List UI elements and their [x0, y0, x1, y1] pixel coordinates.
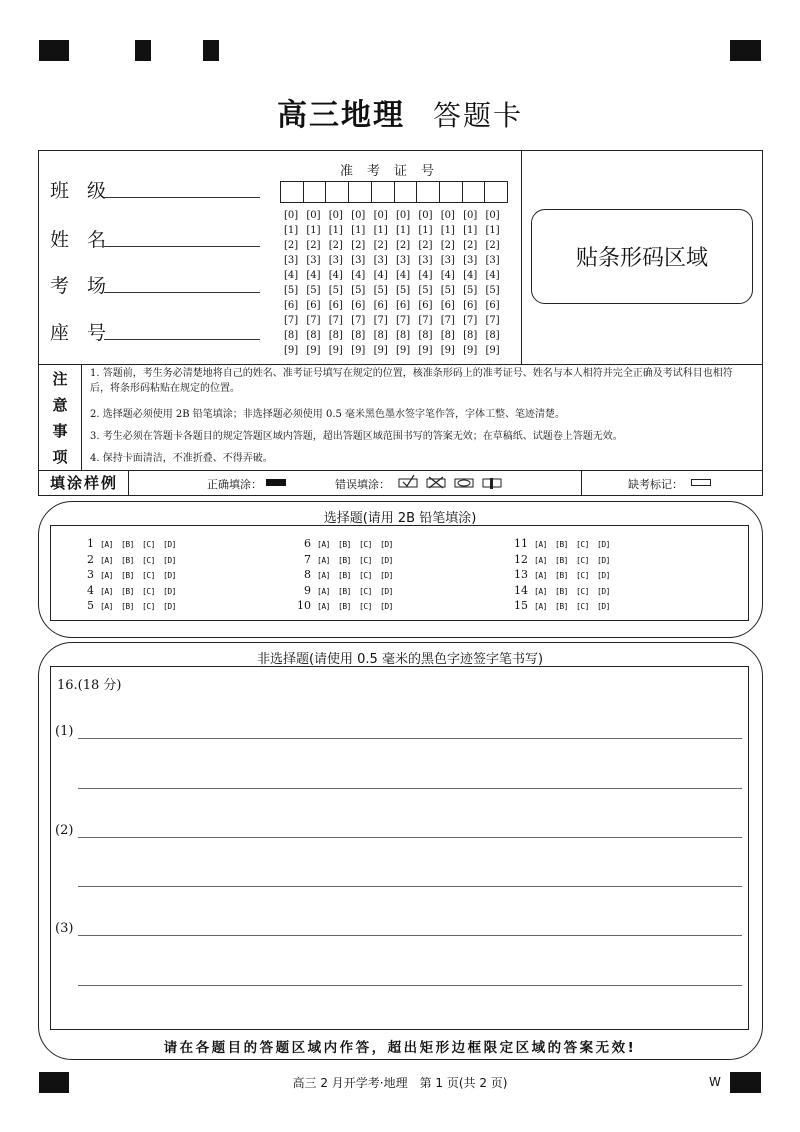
- digit-bubble[interactable]: [4]: [284, 270, 299, 281]
- question-number: 15: [514, 599, 528, 612]
- exam-number-cell[interactable]: [326, 182, 349, 202]
- digit-bubble[interactable]: [8]: [373, 330, 388, 341]
- question-4: [80, 583, 184, 598]
- info-label-0: 班级: [50, 180, 125, 202]
- question-number: 3: [87, 568, 94, 581]
- option-bubble[interactable]: [B]: [338, 586, 351, 596]
- footer-code: W: [709, 1075, 721, 1089]
- option-bubble[interactable]: [D]: [163, 571, 176, 580]
- digit-bubble[interactable]: [4]: [306, 270, 321, 281]
- digit-bubble[interactable]: [6]: [463, 300, 478, 311]
- digit-bubble[interactable]: [9]: [418, 345, 433, 356]
- answer-line-1a[interactable]: [78, 738, 742, 739]
- question-1: [80, 536, 184, 551]
- info-label-1: 姓名: [50, 229, 125, 251]
- option-bubble[interactable]: [D]: [597, 602, 610, 611]
- option-bubble[interactable]: [A]: [534, 586, 547, 596]
- digit-bubble[interactable]: [1]: [284, 225, 299, 236]
- circle-mark-icon: [458, 480, 470, 486]
- digit-bubble[interactable]: [3]: [328, 255, 343, 266]
- digit-bubble[interactable]: [7]: [284, 315, 299, 326]
- option-bubble[interactable]: [B]: [121, 540, 134, 549]
- option-bubble[interactable]: [C]: [359, 555, 372, 565]
- exam-number-cells[interactable]: [280, 181, 508, 203]
- option-bubble[interactable]: [A]: [317, 602, 330, 611]
- digit-bubble[interactable]: [0]: [306, 210, 321, 221]
- digit-bubble[interactable]: [8]: [395, 330, 411, 341]
- digit-bubble[interactable]: [3]: [440, 255, 455, 266]
- digit-bubble[interactable]: [6]: [485, 300, 500, 311]
- digit-bubble[interactable]: [5]: [440, 285, 455, 296]
- digit-bubble[interactable]: [0]: [328, 210, 343, 221]
- digit-bubble[interactable]: [4]: [463, 270, 478, 281]
- digit-bubble[interactable]: [1]: [485, 225, 500, 236]
- multiple-choice-title: 选择题(请用 2B 铅笔填涂): [323, 511, 477, 526]
- digit-bubble[interactable]: [3]: [395, 255, 411, 266]
- info-input-line-3[interactable]: [104, 339, 260, 340]
- digit-bubble[interactable]: [9]: [351, 345, 366, 356]
- answer-line-1b[interactable]: [78, 788, 742, 789]
- option-bubble[interactable]: [D]: [163, 586, 176, 596]
- check-mark-icon: [403, 475, 414, 486]
- option-bubble[interactable]: [D]: [597, 571, 610, 580]
- digit-bubble[interactable]: [7]: [328, 315, 343, 326]
- digit-bubble[interactable]: [6]: [395, 300, 411, 311]
- option-bubble[interactable]: [D]: [163, 540, 176, 549]
- option-bubble[interactable]: [D]: [163, 555, 176, 565]
- digit-row: [284, 223, 508, 238]
- digit-bubble[interactable]: [3]: [351, 255, 366, 266]
- option-bubble[interactable]: [C]: [142, 555, 155, 565]
- option-bubble[interactable]: [A]: [100, 571, 113, 580]
- part-3-label: (3): [55, 921, 74, 936]
- digit-bubble[interactable]: [2]: [395, 240, 411, 251]
- option-bubble[interactable]: [D]: [380, 540, 393, 549]
- digit-bubble[interactable]: [3]: [418, 255, 433, 266]
- question-number: 4: [87, 583, 94, 597]
- digit-bubble[interactable]: [7]: [351, 315, 366, 326]
- option-bubble[interactable]: [B]: [338, 555, 351, 565]
- question-10: [297, 598, 401, 613]
- digit-bubble[interactable]: [1]: [373, 225, 388, 236]
- notice-heading-char: 事: [52, 421, 68, 440]
- digit-bubble[interactable]: [1]: [328, 225, 343, 236]
- digit-bubble[interactable]: [4]: [351, 270, 366, 281]
- free-response-inner: [50, 666, 749, 1030]
- absent-mark-box[interactable]: [691, 479, 711, 486]
- digit-bubble[interactable]: [7]: [306, 315, 321, 326]
- free-response-title: 非选择题(请使用 0.5 毫米的黑色字迹签字笔书写): [256, 652, 544, 667]
- info-label-2: 考场: [50, 275, 125, 297]
- bar-mark-icon: [490, 478, 493, 489]
- digit-bubble[interactable]: [9]: [395, 345, 411, 356]
- digit-bubble[interactable]: [7]: [463, 315, 478, 326]
- question-13: [514, 567, 618, 582]
- digit-bubble[interactable]: [0]: [418, 210, 433, 221]
- notice-heading-char: 意: [52, 395, 68, 414]
- digit-bubble[interactable]: [5]: [306, 285, 321, 296]
- question-2: [80, 552, 184, 567]
- digit-bubble[interactable]: [0]: [373, 210, 388, 221]
- option-bubble[interactable]: [B]: [555, 586, 568, 596]
- option-bubble[interactable]: [A]: [100, 602, 113, 611]
- exam-number-cell[interactable]: [349, 182, 372, 202]
- correct-fill-label: 正确填涂：: [207, 478, 262, 491]
- question-number: 9: [304, 583, 311, 597]
- notice-heading: [40, 365, 80, 469]
- digit-bubble[interactable]: [0]: [485, 210, 500, 221]
- alignment-mark-top-right: [730, 40, 761, 61]
- digit-bubble[interactable]: [5]: [485, 285, 500, 296]
- question-number: 12: [514, 552, 528, 566]
- part-1-label: (1): [55, 724, 74, 739]
- digit-row: [284, 343, 508, 358]
- digit-bubble[interactable]: [7]: [485, 315, 500, 326]
- question-7: [297, 552, 401, 567]
- option-bubble[interactable]: [D]: [380, 586, 393, 596]
- digit-bubble[interactable]: [5]: [418, 285, 433, 296]
- question-number: 14: [514, 583, 528, 597]
- title-sub: 答题卡: [432, 99, 523, 132]
- question-number: 10: [297, 599, 311, 612]
- option-bubble[interactable]: [C]: [142, 540, 155, 549]
- digit-bubble[interactable]: [2]: [463, 240, 478, 251]
- digit-bubble[interactable]: [7]: [373, 315, 388, 326]
- digit-bubble[interactable]: [3]: [373, 255, 388, 266]
- digit-bubble[interactable]: [1]: [306, 225, 321, 236]
- digit-bubble[interactable]: [0]: [284, 210, 299, 221]
- digit-bubble[interactable]: [9]: [306, 345, 321, 356]
- page-title: [0, 90, 800, 134]
- info-input-line-1[interactable]: [104, 246, 260, 247]
- digit-bubble[interactable]: [5]: [395, 285, 411, 296]
- exam-number-cell[interactable]: [417, 182, 440, 202]
- wrong-fill-examples: [398, 474, 508, 490]
- option-bubble[interactable]: [B]: [121, 555, 134, 565]
- digit-bubble[interactable]: [6]: [351, 300, 366, 311]
- question-11: [514, 536, 618, 551]
- exam-number-cell[interactable]: [395, 182, 418, 202]
- option-bubble[interactable]: [C]: [359, 586, 372, 596]
- digit-bubble[interactable]: [8]: [306, 330, 321, 341]
- answer-line-2b[interactable]: [78, 886, 742, 887]
- info-divider: [521, 150, 522, 365]
- exam-number-title: 准考证号: [339, 164, 448, 179]
- digit-bubble[interactable]: [4]: [418, 270, 433, 281]
- digit-bubble[interactable]: [0]: [463, 210, 478, 221]
- wrong-fill-label: 错误填涂：: [335, 478, 390, 491]
- info-label-3: 座号: [50, 322, 125, 344]
- answer-line-3a[interactable]: [78, 935, 742, 936]
- question-3: [80, 567, 184, 582]
- digit-row: [284, 253, 508, 268]
- answer-line-3b[interactable]: [78, 985, 742, 986]
- alignment-mark-top-2: [135, 40, 151, 61]
- option-bubble[interactable]: [B]: [555, 540, 568, 549]
- option-bubble[interactable]: [C]: [142, 602, 155, 611]
- answer-area-warning: 请在各题目的答题区域内作答，超出矩形边框限定区域的答案无效!: [163, 1040, 637, 1056]
- digit-bubble[interactable]: [3]: [485, 255, 500, 266]
- option-bubble[interactable]: [A]: [100, 586, 113, 596]
- digit-bubble[interactable]: [0]: [351, 210, 366, 221]
- option-bubble[interactable]: [A]: [100, 555, 113, 565]
- notice-heading-char: 项: [52, 447, 68, 466]
- digit-bubble[interactable]: [4]: [440, 270, 455, 281]
- exam-number-cell[interactable]: [304, 182, 327, 202]
- digit-bubble[interactable]: [3]: [463, 255, 478, 266]
- digit-bubble[interactable]: [5]: [373, 285, 388, 296]
- digit-bubble[interactable]: [0]: [440, 210, 455, 221]
- wrong-fill-check-box: [399, 479, 417, 487]
- option-bubble[interactable]: [C]: [359, 602, 372, 611]
- question-number: 13: [514, 568, 528, 581]
- digit-bubble[interactable]: [5]: [284, 285, 299, 296]
- option-bubble[interactable]: [D]: [380, 555, 393, 565]
- exam-number-cell[interactable]: [281, 182, 304, 202]
- digit-bubble[interactable]: [8]: [463, 330, 478, 341]
- digit-bubble[interactable]: [2]: [485, 240, 500, 251]
- exam-number-digits[interactable]: [284, 208, 508, 358]
- exam-number-cell[interactable]: [485, 182, 507, 202]
- option-bubble[interactable]: [D]: [597, 586, 610, 596]
- question-number: 5: [87, 599, 94, 612]
- digit-bubble[interactable]: [8]: [328, 330, 343, 341]
- digit-bubble[interactable]: [7]: [440, 315, 455, 326]
- digit-bubble[interactable]: [9]: [373, 345, 388, 356]
- alignment-mark-top-3: [203, 40, 219, 61]
- digit-bubble[interactable]: [8]: [440, 330, 455, 341]
- option-bubble[interactable]: [C]: [576, 555, 589, 565]
- digit-bubble[interactable]: [4]: [328, 270, 343, 281]
- fill-sample-heading: 填涂样例: [49, 474, 118, 492]
- info-input-line-0[interactable]: [104, 197, 260, 198]
- question-number: 1: [87, 537, 94, 550]
- notice-item-4: 4. 保持卡面清洁，不准折叠、不得弄破。: [90, 453, 273, 464]
- digit-bubble[interactable]: [2]: [440, 240, 455, 251]
- alignment-mark-top-left: [39, 40, 69, 61]
- digit-bubble[interactable]: [3]: [284, 255, 299, 266]
- question-14: [514, 583, 618, 598]
- option-bubble[interactable]: [D]: [597, 540, 610, 549]
- digit-bubble[interactable]: [5]: [351, 285, 366, 296]
- question-5: [80, 598, 184, 613]
- digit-bubble[interactable]: [7]: [418, 315, 433, 326]
- question-16-label: 16.(18 分): [57, 678, 122, 693]
- digit-bubble[interactable]: [1]: [395, 225, 411, 236]
- footer-page-info: 高三 2 月开学考·地理 第 1 页(共 2 页): [292, 1076, 508, 1090]
- digit-bubble[interactable]: [1]: [418, 225, 433, 236]
- exam-number-cell[interactable]: [463, 182, 486, 202]
- digit-bubble[interactable]: [2]: [418, 240, 433, 251]
- digit-bubble[interactable]: [9]: [328, 345, 343, 356]
- digit-bubble[interactable]: [0]: [395, 210, 411, 221]
- digit-bubble[interactable]: [6]: [306, 300, 321, 311]
- option-bubble[interactable]: [A]: [534, 540, 547, 549]
- option-bubble[interactable]: [A]: [317, 540, 330, 549]
- option-bubble[interactable]: [A]: [534, 602, 547, 611]
- question-15: [514, 598, 618, 613]
- fill-sample-divider-2: [581, 470, 582, 496]
- option-bubble[interactable]: [A]: [534, 555, 547, 565]
- digit-bubble[interactable]: [7]: [395, 315, 411, 326]
- option-bubble[interactable]: [A]: [100, 540, 113, 549]
- notice-item-1: 1. 答题前，考生务必清楚地将自己的姓名、准考证号填写在规定的位置，核准条形码上的准考证号、姓名与本人相符并完全正确及考试科目也相符后，将条形码粘贴在规定的位置。: [90, 368, 733, 394]
- option-bubble[interactable]: [B]: [338, 540, 351, 549]
- digit-bubble[interactable]: [6]: [418, 300, 433, 311]
- notice-item-2: 2. 选择题必须使用 2B 铅笔填涂；非选择题必须使用 0.5 毫米黑色墨水签字笔作答，字体工整、笔迹清楚。: [90, 409, 566, 420]
- question-9: [297, 583, 401, 598]
- digit-row: [284, 268, 508, 283]
- option-bubble[interactable]: [B]: [121, 602, 134, 611]
- digit-bubble[interactable]: [4]: [373, 270, 388, 281]
- option-bubble[interactable]: [C]: [576, 540, 589, 549]
- digit-row: [284, 313, 508, 328]
- info-input-line-2[interactable]: [104, 292, 260, 293]
- correct-fill-example: [266, 479, 286, 486]
- exam-number-cell[interactable]: [372, 182, 395, 202]
- question-number: 2: [87, 552, 94, 566]
- option-bubble[interactable]: [B]: [555, 571, 568, 580]
- absent-mark-label: 缺考标记：: [628, 478, 683, 491]
- digit-bubble[interactable]: [3]: [306, 255, 321, 266]
- digit-row: [284, 328, 508, 343]
- digit-bubble[interactable]: [1]: [440, 225, 455, 236]
- digit-bubble[interactable]: [9]: [485, 345, 500, 356]
- option-bubble[interactable]: [C]: [142, 571, 155, 580]
- digit-bubble[interactable]: [2]: [373, 240, 388, 251]
- digit-bubble[interactable]: [6]: [284, 300, 299, 311]
- option-bubble[interactable]: [C]: [142, 586, 155, 596]
- barcode-area: [531, 209, 753, 304]
- option-bubble[interactable]: [B]: [555, 602, 568, 611]
- question-8: [297, 567, 401, 582]
- digit-row: [284, 238, 508, 253]
- barcode-label: 贴条形码区域: [575, 246, 708, 271]
- option-bubble[interactable]: [B]: [121, 571, 134, 580]
- option-bubble[interactable]: [B]: [338, 571, 351, 580]
- answer-line-2a[interactable]: [78, 837, 742, 838]
- title-main: 高三地理: [276, 98, 405, 133]
- digit-bubble[interactable]: [1]: [351, 225, 366, 236]
- option-bubble[interactable]: [A]: [317, 555, 330, 565]
- fill-sample-divider-1: [128, 470, 129, 496]
- digit-bubble[interactable]: [9]: [284, 345, 299, 356]
- exam-number-cell[interactable]: [440, 182, 463, 202]
- option-bubble[interactable]: [A]: [534, 571, 547, 580]
- digit-bubble[interactable]: [2]: [328, 240, 343, 251]
- digit-bubble[interactable]: [5]: [328, 285, 343, 296]
- notice-divider: [81, 364, 82, 471]
- digit-bubble[interactable]: [4]: [395, 270, 411, 281]
- option-bubble[interactable]: [C]: [576, 586, 589, 596]
- digit-row: [284, 283, 508, 298]
- question-6: [297, 536, 401, 551]
- digit-bubble[interactable]: [4]: [485, 270, 500, 281]
- digit-bubble[interactable]: [6]: [328, 300, 343, 311]
- option-bubble[interactable]: [B]: [338, 602, 351, 611]
- question-number: 8: [304, 568, 311, 581]
- option-bubble[interactable]: [D]: [380, 602, 393, 611]
- option-bubble[interactable]: [D]: [597, 555, 610, 565]
- digit-bubble[interactable]: [9]: [440, 345, 455, 356]
- digit-bubble[interactable]: [6]: [373, 300, 388, 311]
- option-bubble[interactable]: [D]: [163, 602, 176, 611]
- notice-item-3: 3. 考生必须在答题卡各题目的规定答题区域内答题，超出答题区域范围书写的答案无效；在草稿纸、试题卷上答题无效。: [90, 431, 623, 442]
- digit-row: [284, 298, 508, 313]
- option-bubble[interactable]: [C]: [576, 571, 589, 580]
- digit-bubble[interactable]: [2]: [306, 240, 321, 251]
- question-number: 7: [304, 552, 311, 566]
- option-bubble[interactable]: [C]: [576, 602, 589, 611]
- digit-bubble[interactable]: [8]: [284, 330, 299, 341]
- digit-bubble[interactable]: [2]: [351, 240, 366, 251]
- digit-bubble[interactable]: [5]: [463, 285, 478, 296]
- digit-bubble[interactable]: [9]: [463, 345, 478, 356]
- digit-row: [284, 208, 508, 223]
- option-bubble[interactable]: [A]: [317, 571, 330, 580]
- option-bubble[interactable]: [B]: [555, 555, 568, 565]
- digit-bubble[interactable]: [2]: [284, 240, 299, 251]
- question-number: 6: [304, 537, 311, 550]
- option-bubble[interactable]: [B]: [121, 586, 134, 596]
- digit-bubble[interactable]: [6]: [440, 300, 455, 311]
- question-number: 11: [514, 537, 528, 550]
- digit-bubble[interactable]: [8]: [485, 330, 500, 341]
- option-bubble[interactable]: [A]: [317, 586, 330, 596]
- part-2-label: (2): [55, 823, 74, 838]
- notice-heading-char: 注: [52, 369, 68, 388]
- digit-bubble[interactable]: [1]: [463, 225, 478, 236]
- digit-bubble[interactable]: [8]: [351, 330, 366, 341]
- option-bubble[interactable]: [D]: [380, 571, 393, 580]
- option-bubble[interactable]: [C]: [359, 540, 372, 549]
- option-bubble[interactable]: [C]: [359, 571, 372, 580]
- digit-bubble[interactable]: [8]: [418, 330, 433, 341]
- question-12: [514, 552, 618, 567]
